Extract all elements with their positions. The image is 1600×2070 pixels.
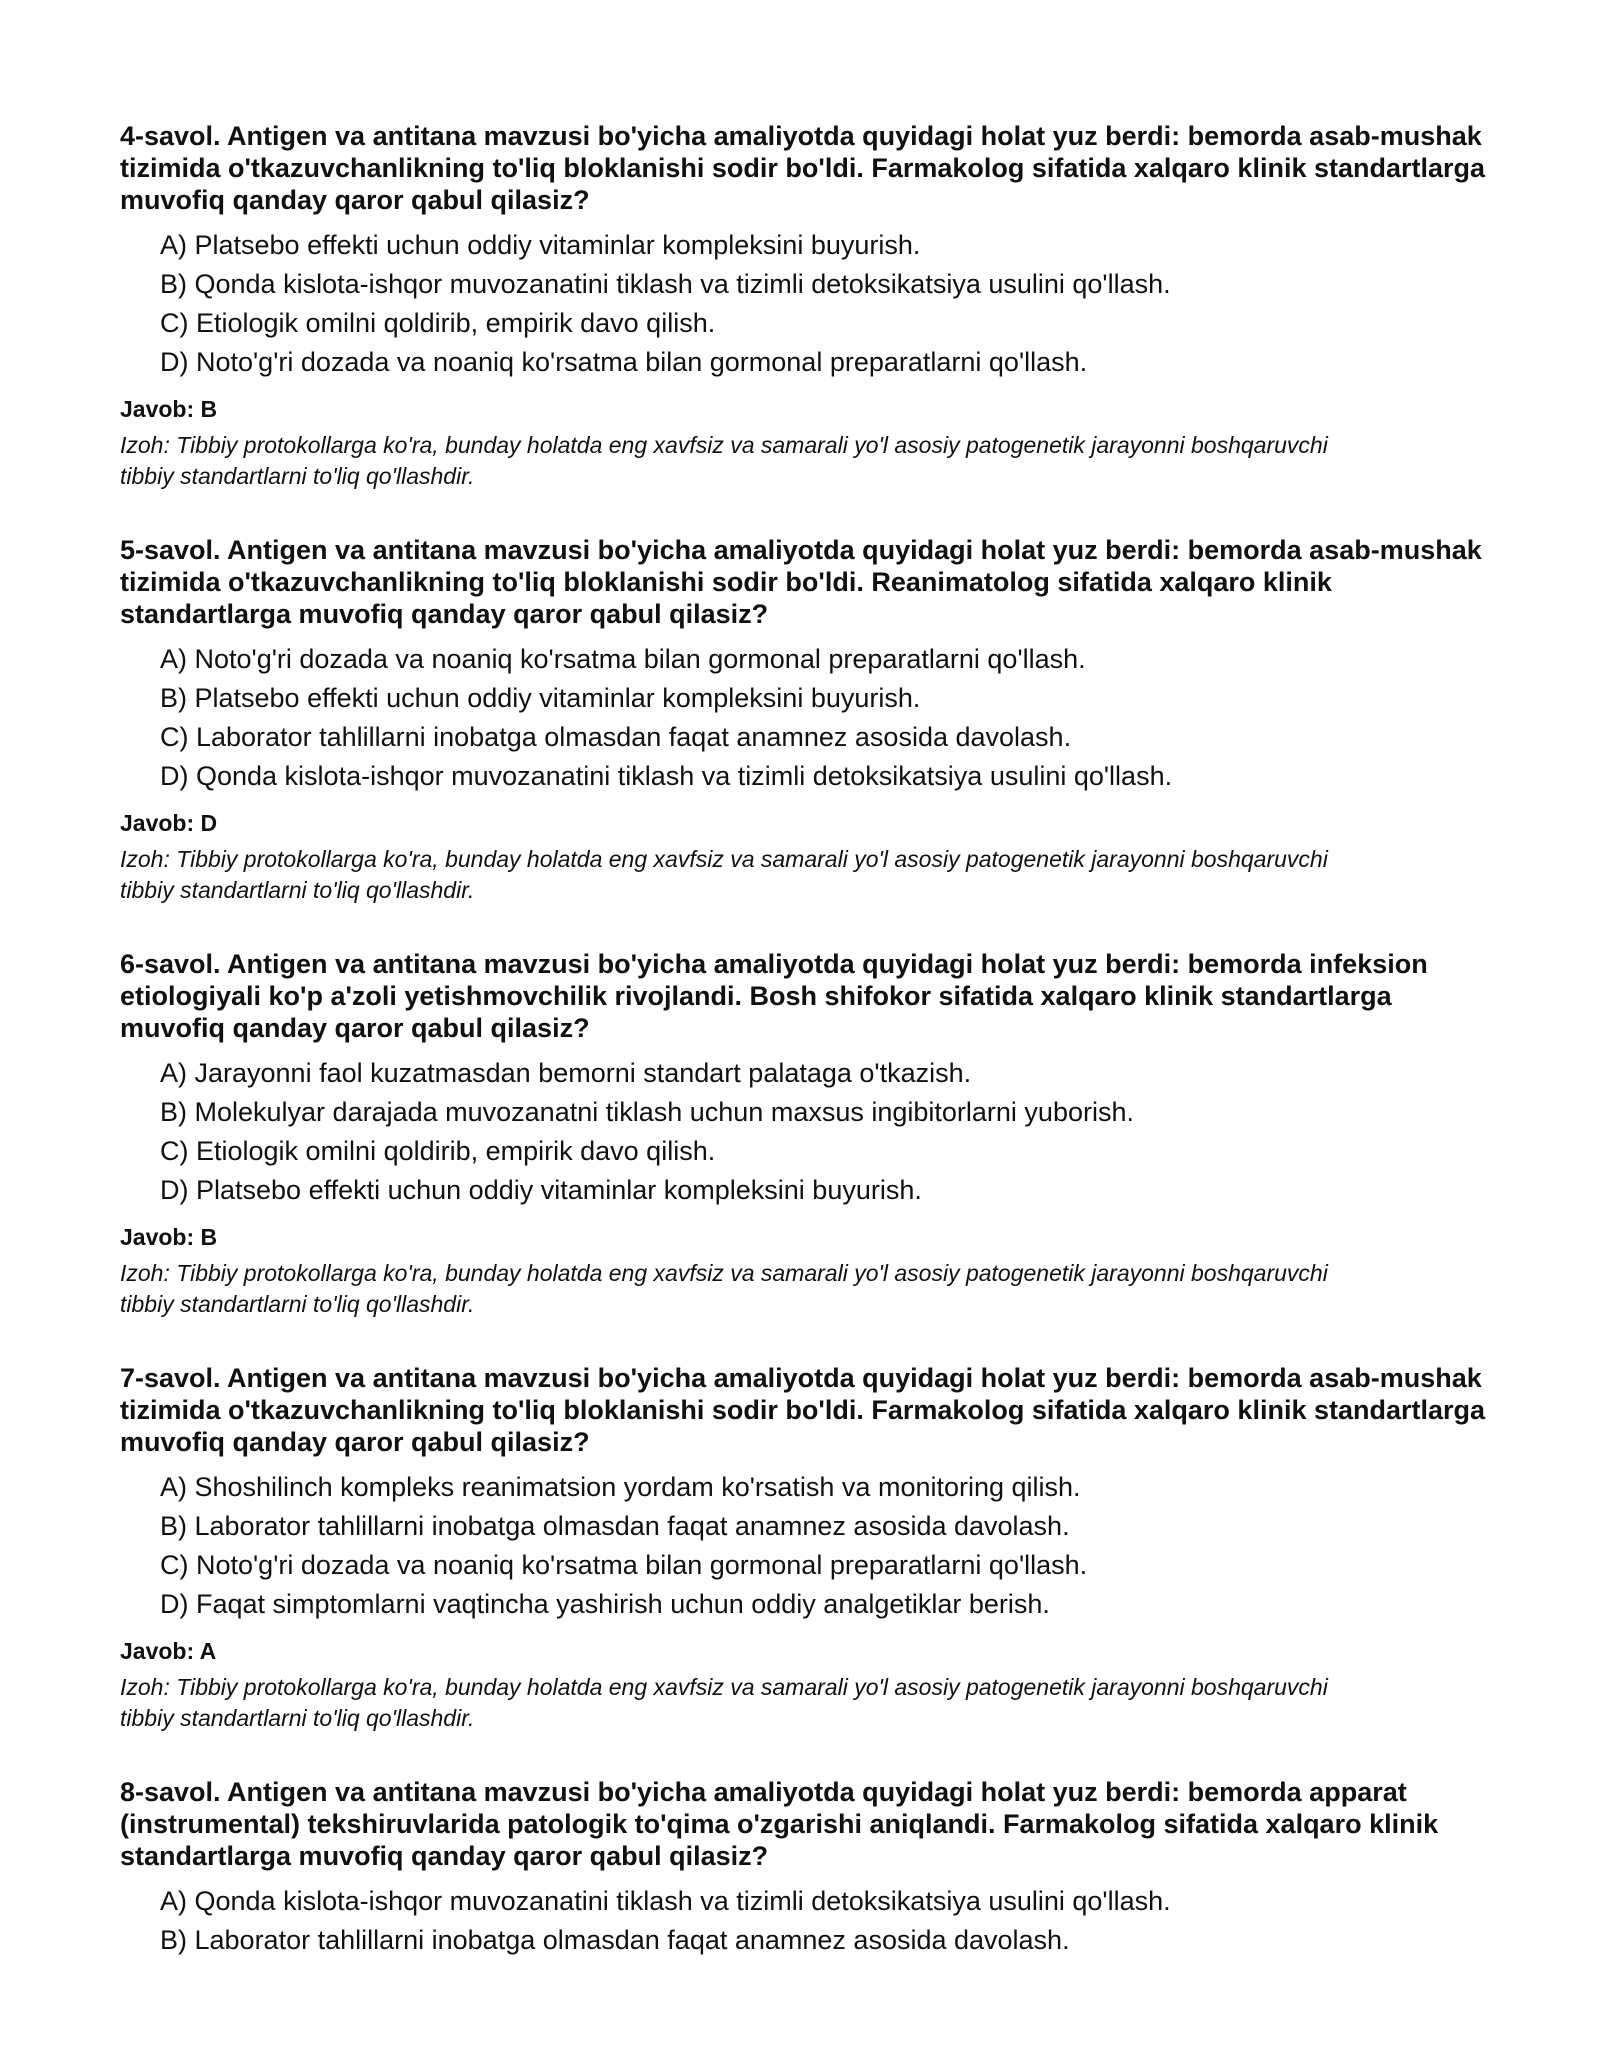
option-b: B) Qonda kislota-ishqor muvozanatini tiklash va tizimli detoksikatsiya usulini qo'llash. [160,269,1171,299]
answer-options [120,640,1500,796]
explanation-note: Izoh: Tibbiy protokollarga ko'ra, bunday holatda eng xavfsiz va samarali yo'l asosiy patogenetik jarayonni boshqaruvchi tibbiy standartlarni to'liq qo'llashdir. [120,1260,1328,1317]
question-8-block [120,1776,1500,1960]
answer-key: Javob: D [120,810,218,836]
answer-options [120,1882,1500,1960]
option-c: C) Noto'g'ri dozada va noaniq ko'rsatma bilan gormonal preparatlarni qo'llash. [160,1550,1088,1580]
answer-key: Javob: B [120,1224,218,1250]
option-d: D) Noto'g'ri dozada va noaniq ko'rsatma bilan gormonal preparatlarni qo'llash. [160,347,1088,377]
option-a: A) Noto'g'ri dozada va noaniq ko'rsatma bilan gormonal preparatlarni qo'llash. [160,644,1086,674]
option-a: A) Qonda kislota-ishqor muvozanatini tiklash va tizimli detoksikatsiya usulini qo'llash. [160,1886,1171,1916]
explanation-note: Izoh: Tibbiy protokollarga ko'ra, bunday holatda eng xavfsiz va samarali yo'l asosiy patogenetik jarayonni boshqaruvchi tibbiy standartlarni to'liq qo'llashdir. [120,1674,1328,1731]
option-a: A) Jarayonni faol kuzatmasdan bemorni standart palataga o'tkazish. [160,1058,972,1088]
option-d: D) Faqat simptomlarni vaqtincha yashirish uchun oddiy analgetiklar berish. [160,1589,1050,1619]
option-b: B) Molekulyar darajada muvozanatni tiklash uchun maxsus ingibitorlarni yuborish. [160,1097,1134,1127]
option-b: B) Platsebo effekti uchun oddiy vitaminlar kompleksini buyurish. [160,683,921,713]
question-title: 8-savol. Antigen va antitana mavzusi bo'yicha amaliyotda quyidagi holat yuz berdi: bemorda apparat (instrumental) tekshiruvlarida patologik to'qima o'zgarishi aniqlandi. Farmakolog sifatida xalqaro klinik standartlarga muvofiq qanday qaror qabul qilasiz? [120,1777,1439,1871]
option-b: B) Laborator tahlillarni inobatga olmasdan faqat anamnez asosida davolash. [160,1925,1070,1955]
option-c: C) Laborator tahlillarni inobatga olmasdan faqat anamnez asosida davolash. [160,722,1072,752]
option-a: A) Platsebo effekti uchun oddiy vitaminlar kompleksini buyurish. [160,230,921,260]
answer-options [120,226,1500,382]
option-c: C) Etiologik omilni qoldirib, empirik davo qilish. [160,1136,716,1166]
question-title: 6-savol. Antigen va antitana mavzusi bo'yicha amaliyotda quyidagi holat yuz berdi: bemorda infeksion etiologiyali ko'p a'zoli yetishmovchilik rivojlandi. Bosh shifokor sifatida xalqaro klinik standartlarga muvofiq qanday qaror qabul qilasiz? [120,949,1428,1043]
explanation-note: Izoh: Tibbiy protokollarga ko'ra, bunday holatda eng xavfsiz va samarali yo'l asosiy patogenetik jarayonni boshqaruvchi tibbiy standartlarni to'liq qo'llashdir. [120,846,1328,903]
question-title: 5-savol. Antigen va antitana mavzusi bo'yicha amaliyotda quyidagi holat yuz berdi: bemorda asab-mushak tizimida o'tkazuvchanlikning to'liq bloklanishi sodir bo'ldi. Reanimatolog sifatida xalqaro klinik standartlarga muvofiq qanday qaror qabul qilasiz? [120,535,1482,629]
option-b: B) Laborator tahlillarni inobatga olmasdan faqat anamnez asosida davolash. [160,1511,1070,1541]
answer-options [120,1468,1500,1624]
explanation-note: Izoh: Tibbiy protokollarga ko'ra, bunday holatda eng xavfsiz va samarali yo'l asosiy patogenetik jarayonni boshqaruvchi tibbiy standartlarni to'liq qo'llashdir. [120,432,1328,489]
question-7-block [120,1362,1500,1734]
answer-key: Javob: A [120,1638,217,1664]
document-page [120,120,1500,2002]
question-title: 4-savol. Antigen va antitana mavzusi bo'yicha amaliyotda quyidagi holat yuz berdi: bemorda asab-mushak tizimida o'tkazuvchanlikning to'liq bloklanishi sodir bo'ldi. Farmakolog sifatida xalqaro klinik standartlarga muvofiq qanday qaror qabul qilasiz? [120,121,1486,215]
option-d: D) Platsebo effekti uchun oddiy vitaminlar kompleksini buyurish. [160,1175,922,1205]
option-d: D) Qonda kislota-ishqor muvozanatini tiklash va tizimli detoksikatsiya usulini qo'llash. [160,761,1173,791]
answer-key: Javob: B [120,396,218,422]
question-title: 7-savol. Antigen va antitana mavzusi bo'yicha amaliyotda quyidagi holat yuz berdi: bemorda asab-mushak tizimida o'tkazuvchanlikning to'liq bloklanishi sodir bo'ldi. Farmakolog sifatida xalqaro klinik standartlarga muvofiq qanday qaror qabul qilasiz? [120,1363,1486,1457]
question-5-block [120,534,1500,906]
question-4-block [120,120,1500,492]
question-6-block [120,948,1500,1320]
option-a: A) Shoshilinch kompleks reanimatsion yordam ko'rsatish va monitoring qilish. [160,1472,1081,1502]
answer-options [120,1054,1500,1210]
option-c: C) Etiologik omilni qoldirib, empirik davo qilish. [160,308,716,338]
